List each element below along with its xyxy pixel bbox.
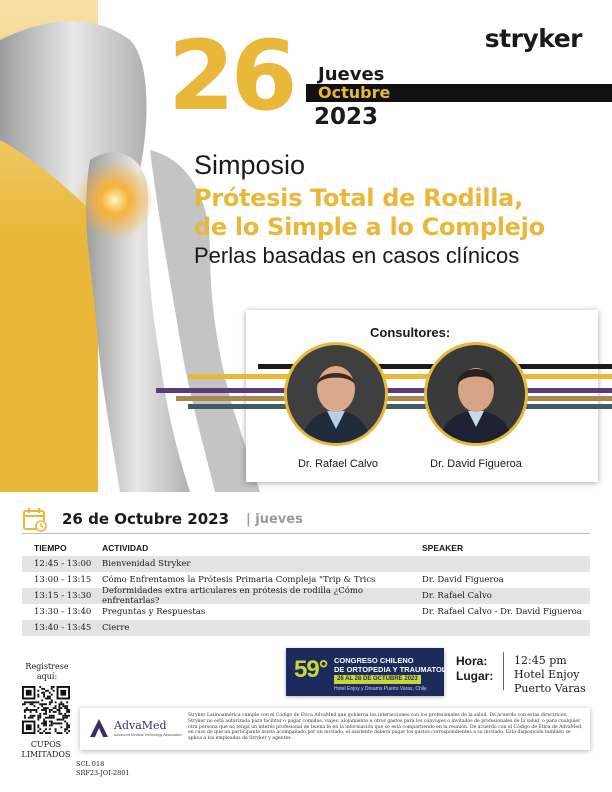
- event-year: 2023: [314, 104, 379, 130]
- congress-line-1: CONGRESO CHILENO: [334, 656, 414, 665]
- row-activity: Preguntas y Respuestas: [102, 607, 206, 617]
- consultant-name: Dr. Rafael Calvo: [297, 458, 379, 470]
- congress-dates: 26 AL 28 DE OCTUBRE 2023: [334, 675, 421, 684]
- agenda-divider: [22, 533, 590, 534]
- congress-number: 59°: [294, 656, 328, 683]
- stripe-teal: [188, 404, 612, 409]
- avatar: [284, 342, 388, 446]
- legal-text: Stryker Latinoamérica cumple con el Código de Ética AdvaMed que gobierna las interacciones con los profesionales de la salud. De acuerdo con estas directrices, Stryker no está autorizada para facilitar o pagar comidas, viajes, alojamiento u otros gastos para los cónyuges o invitados de profesionales de la salud, o para cualquier otra persona que no tenga un interés profesional de buena fe en la información que se está compartiendo en la reunión. De acuerdo con el Código de Ética de AdvaMed, en caso de que un participante asista acompañado por un invitado, el asistente deberá pagar los gastos correspondientes a su invitado. Esta disposición también se aplica a los empleados de Stryker y agentes.: [188, 713, 583, 742]
- row-time: 12:45 - 13:00: [34, 559, 92, 569]
- code-line-2: SRF23-JOI-2801: [76, 769, 130, 777]
- hour-label: Hora:: [456, 654, 488, 668]
- consultants-label: Consultores:: [370, 325, 451, 340]
- venue-divider: [503, 652, 504, 690]
- row-activity: Cierre: [102, 623, 130, 633]
- register-line-2: aquí:: [36, 672, 58, 681]
- row-time: 13:30 - 13:40: [34, 607, 92, 617]
- qr-code-icon[interactable]: [22, 686, 70, 734]
- table-row: [22, 620, 590, 636]
- limited-seats-label: [14, 740, 78, 760]
- advamed-logo-icon: [88, 717, 110, 739]
- portrait-rafael-calvo-icon: [287, 345, 385, 443]
- code-line-1: SCL 018: [76, 760, 105, 768]
- consultant-name: Dr. David Figueroa: [430, 458, 522, 470]
- title-line-2: de lo Simple a lo Complejo: [194, 213, 545, 241]
- header-time: TIEMPO: [34, 543, 67, 553]
- agenda-header-row: [22, 540, 590, 556]
- table-row: [22, 604, 590, 620]
- agenda-table: [22, 540, 590, 636]
- row-activity: Deformidades extra articulares en prótesis de rodilla ¿Cómo enfrentarlas?: [102, 586, 364, 606]
- agenda-date: 26 de Octubre 2023: [62, 510, 229, 528]
- register-label: [18, 662, 76, 682]
- row-speaker: Dr. David Figueroa: [422, 575, 504, 585]
- row-speaker: Dr. Rafael Calvo: [422, 591, 492, 601]
- cupos-line-1: CUPOS: [30, 740, 62, 749]
- event-day-number: 26: [168, 20, 294, 132]
- stripe-yellow: [188, 374, 612, 379]
- place-label: Lugar:: [456, 669, 494, 683]
- symposium-title: [194, 184, 594, 242]
- avatar: [424, 342, 528, 446]
- document-code: [76, 760, 130, 778]
- row-time: 13:00 - 13:15: [34, 575, 92, 585]
- header-activity: ACTIVIDAD: [102, 543, 149, 553]
- cupos-line-2: LIMITADOS: [21, 750, 71, 759]
- stryker-logo: stryker: [484, 24, 582, 53]
- calendar-icon: [22, 506, 48, 532]
- place-value-2: Puerto Varas: [514, 682, 586, 695]
- place-value-1: Hotel Enjoy: [514, 668, 580, 681]
- table-row: [22, 556, 590, 572]
- event-month: Octubre: [318, 83, 391, 102]
- legal-disclaimer: [80, 708, 590, 750]
- row-speaker: Dr. Rafael Calvo - Dr. David Figueroa: [422, 607, 582, 617]
- row-activity: Cómo Enfrentamos la Prótesis Primaria Compleja "Trip & Trics: [102, 575, 376, 585]
- agenda-weekday: | jueves: [246, 512, 303, 527]
- row-time: 13:15 - 13:30: [34, 591, 92, 601]
- symposium-subtitle: Perlas basadas en casos clínicos: [194, 243, 520, 268]
- congress-line-2: DE ORTOPEDIA Y TRAUMATOLOGÍA: [334, 665, 466, 674]
- symposium-kicker: Simposio: [194, 150, 306, 180]
- hour-value: 12:45 pm: [514, 654, 567, 667]
- venue-labels: [456, 654, 493, 684]
- table-row: [22, 588, 590, 604]
- title-line-1: Prótesis Total de Rodilla,: [194, 184, 523, 212]
- congress-venue: Hotel Enjoy y Dreams Puerto Varas, Chile: [334, 686, 427, 692]
- row-time: 13:40 - 13:45: [34, 623, 92, 633]
- header-speaker: SPEAKER: [422, 543, 464, 553]
- event-weekday: Jueves: [318, 64, 385, 85]
- row-activity: Bienvenidad Stryker: [102, 559, 191, 569]
- venue-values: [514, 654, 586, 696]
- portrait-david-figueroa-icon: [427, 345, 525, 443]
- register-line-1: Registrese: [25, 662, 69, 671]
- advamed-subtitle: Advanced Medical Technology Association: [114, 733, 182, 737]
- stripe-tan: [176, 396, 612, 401]
- advamed-name: AdvaMed: [114, 719, 167, 732]
- congress-badge: [286, 648, 466, 696]
